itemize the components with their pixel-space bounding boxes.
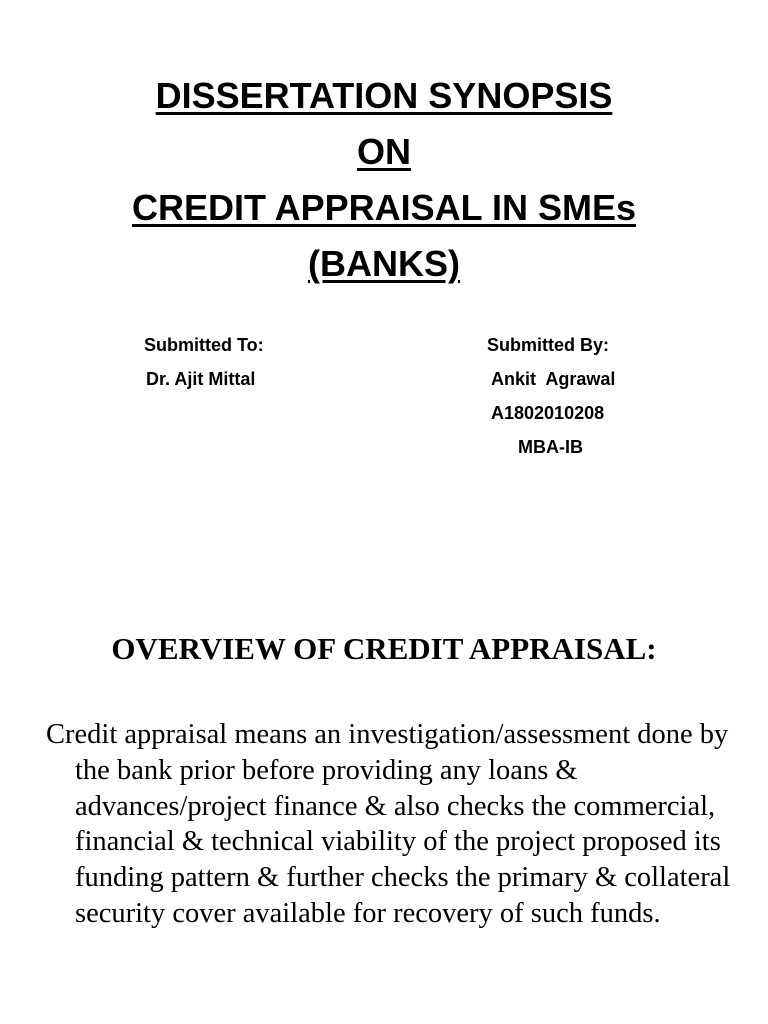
title-line — [0, 68, 768, 124]
submitted-to-name: Dr. Ajit Mittal — [146, 369, 256, 389]
title-line-4: (BANKS) — [308, 243, 460, 284]
submitted-by-program: MBA-IB — [518, 437, 583, 457]
submitted-by-label: Submitted By: — [487, 335, 610, 355]
title-line-3: CREDIT APPRAISAL IN SMEs — [131, 187, 637, 228]
overview-paragraph: Credit appraisal means an investigation/assessment done by the bank prior before providing any loans & advances/project finance & also checks the commercial, financial & technical viability of the project proposed its funding pattern & further checks the primary & collateral security cover available for recovery of such funds. — [46, 719, 731, 929]
overview-heading: OVERVIEW OF CREDIT APPRAISAL: — [111, 631, 657, 666]
title-line-2: ON — [357, 131, 411, 172]
title-line — [0, 124, 768, 180]
submitted-by-id: A1802010208 — [491, 403, 605, 423]
submitted-to-label: Submitted To: — [144, 335, 264, 355]
submitted-by-name: Ankit Agrawal — [491, 369, 616, 389]
title-line-1: DISSERTATION SYNOPSIS — [155, 75, 613, 116]
document-title — [0, 68, 768, 292]
title-line — [0, 236, 768, 292]
title-line — [0, 180, 768, 236]
